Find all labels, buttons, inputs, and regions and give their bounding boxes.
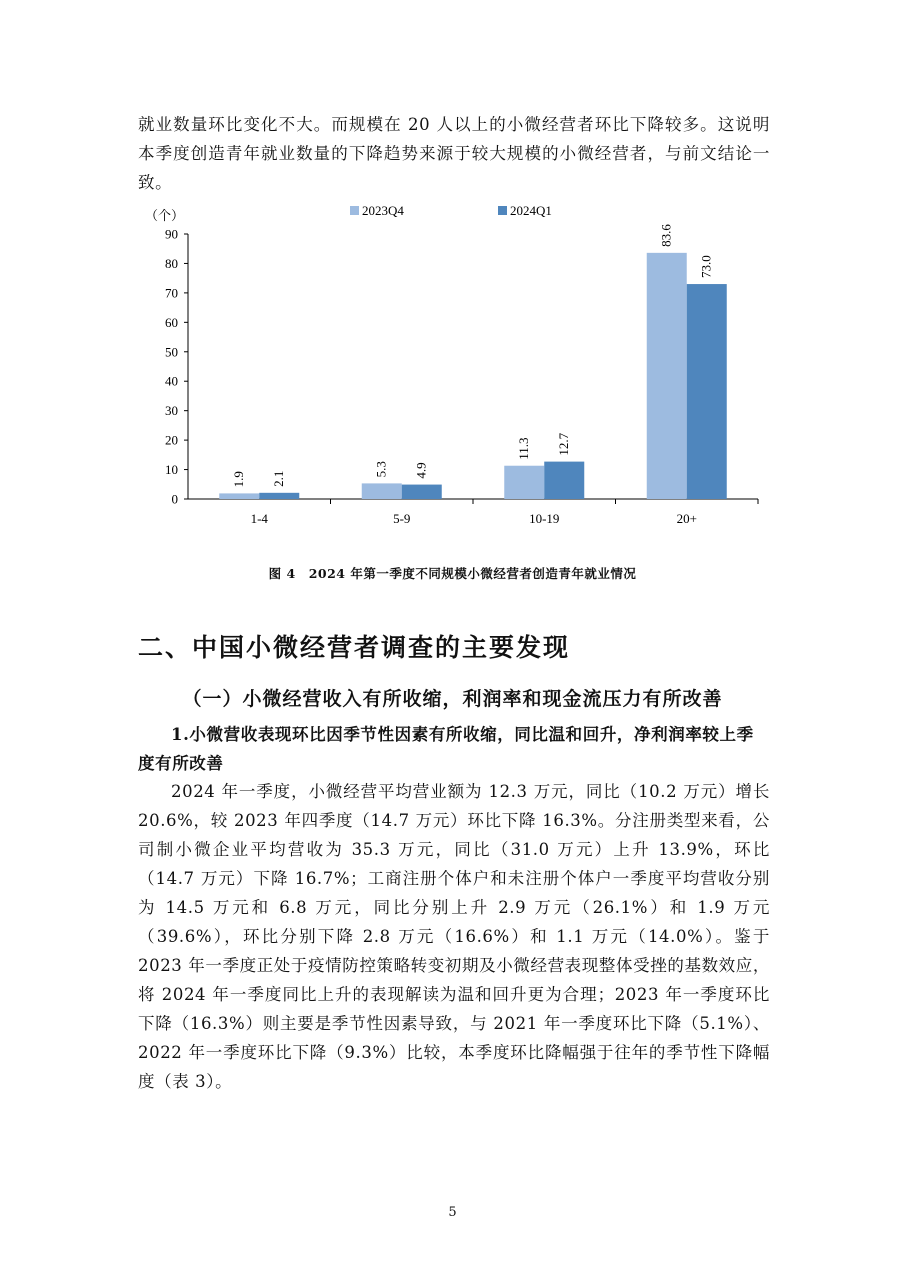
value-label: 1.9 <box>231 471 247 488</box>
section-heading: 二、中国小微经营者调查的主要发现 <box>138 633 571 662</box>
legend-label: 2024Q1 <box>510 203 552 218</box>
y-tick-label: 70 <box>165 285 178 301</box>
y-tick-label: 20 <box>165 432 178 448</box>
value-label: 5.3 <box>373 461 389 478</box>
value-label: 83.6 <box>658 224 674 247</box>
bar-2023Q4-20+ <box>647 253 687 499</box>
figure-caption: 图 4 2024 年第一季度不同规模小微经营者创造青年就业情况 <box>268 566 637 581</box>
bar-2024Q1-1-4 <box>259 493 299 499</box>
y-tick-label: 90 <box>165 226 178 242</box>
value-label: 4.9 <box>413 462 429 479</box>
x-tick-label: 1-4 <box>250 511 268 526</box>
value-label: 73.0 <box>698 255 714 279</box>
value-label: 11.3 <box>516 437 532 460</box>
x-tick-label: 5-9 <box>393 511 411 526</box>
bar-chart <box>144 198 770 538</box>
bar-2023Q4-10-19 <box>504 466 544 499</box>
bar-2023Q4-1-4 <box>219 493 259 499</box>
legend-swatch-2023Q4 <box>350 206 359 215</box>
y-tick-label: 40 <box>165 373 178 389</box>
legend-swatch-2024Q1 <box>498 206 507 215</box>
value-label: 12.7 <box>556 432 572 456</box>
bar-2023Q4-5-9 <box>362 483 402 499</box>
bar-2024Q1-20+ <box>687 284 727 499</box>
subsubsection-heading: 1.小微营收表现环比因季节性因素有所收缩，同比温和回升，净利润率较上季度有所改善 <box>138 725 754 773</box>
intro-paragraph: 就业数量环比变化不大。而规模在 20 人以上的小微经营者环比下降较多。这说明本季度创造青年就业数量的下降趋势来源于较大规模的小微经营者，与前文结论一致。 <box>138 115 770 192</box>
x-tick-label: 10-19 <box>529 511 560 526</box>
page-number: 5 <box>448 1205 457 1220</box>
bar-2024Q1-5-9 <box>402 485 442 499</box>
x-tick-label: 20+ <box>676 511 697 526</box>
y-tick-label: 50 <box>165 344 178 360</box>
y-tick-label: 60 <box>165 314 178 330</box>
subsection-heading: （一）小微经营收入有所收缩，利润率和现金流压力有所改善 <box>182 688 723 710</box>
y-tick-label: 10 <box>165 462 178 478</box>
bar-2024Q1-10-19 <box>544 462 584 499</box>
value-label: 2.1 <box>271 470 287 487</box>
legend-label: 2023Q4 <box>362 203 404 218</box>
y-tick-label: 30 <box>165 403 178 419</box>
body-paragraph: 2024 年一季度，小微经营平均营业额为 12.3 万元，同比（10.2 万元）增长20.6%，较 2023 年四季度（14.7 万元）环比下降 16.3%。分注册类型来看，公司制小微企业平均营收为 35.3 万元，同比（31.0 万元）上升 13.9%，环比（14.7 万元）下降 16.7%；工商注册个体户和未注册个体户一季度平均营收分别为 14.5 万元和 6.8 万元，同比分别上升 2.9 万元（26.1%）和 1.9 万元（39.6%），环比分别下降 2.8 万元（16.6%）和 1.1 万元（14.0%）。鉴于 2023 年一季度正处于疫情防控策略转变初期及小微经营表现整体受挫的基数效应，将 2024 年一季度同比上升的表现解读为温和回升更为合理；2023 年一季度环比下降（16.3%）则主要是季节性因素导致，与 2021 年一季度环比下降（5.1%）、2022 年一季度环比下降（9.3%）比较，本季度环比降幅强于往年的季节性下降幅度（表 3）。 <box>138 782 770 1091</box>
y-axis-unit: （个） <box>144 208 184 223</box>
y-tick-label: 80 <box>165 255 178 271</box>
y-tick-label: 0 <box>171 491 178 507</box>
